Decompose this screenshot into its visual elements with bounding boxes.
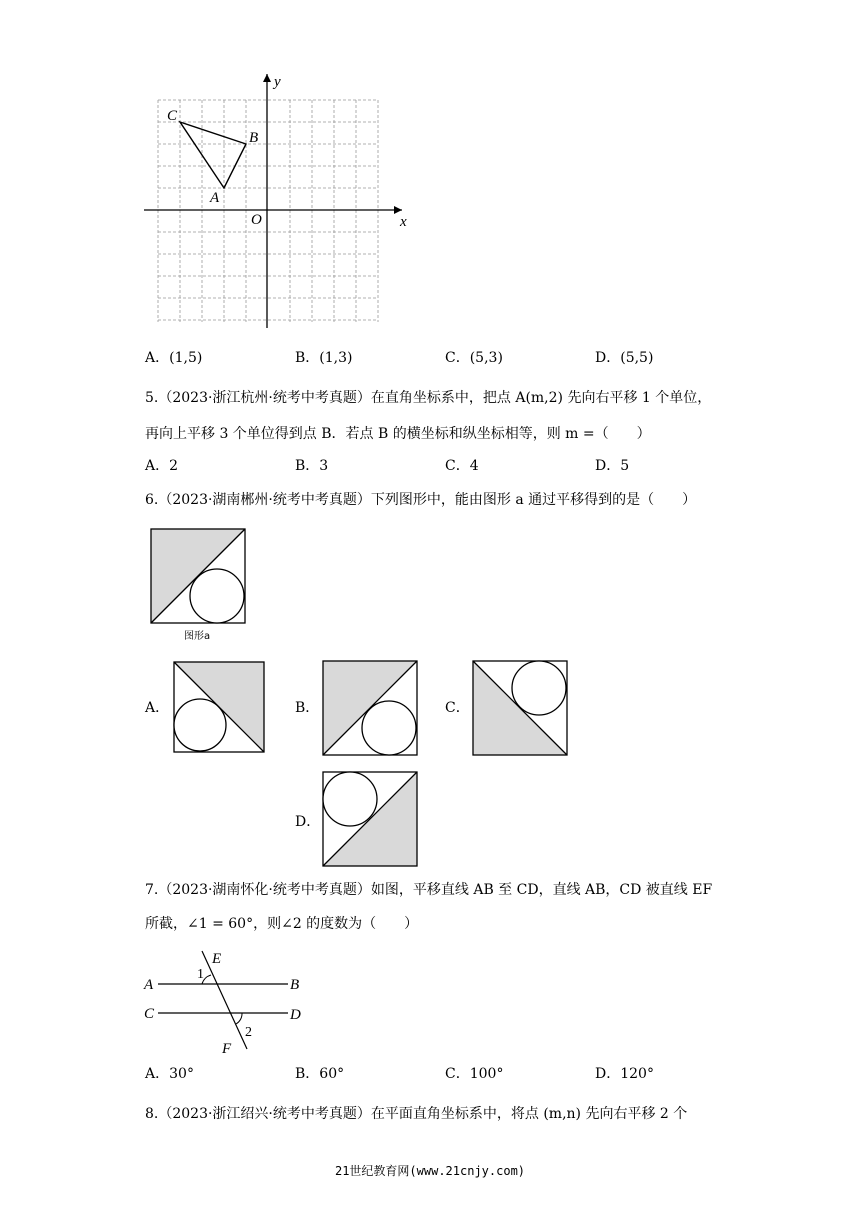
q6-option-b-figure[interactable] (322, 660, 418, 756)
q4-option-c[interactable] (445, 348, 503, 368)
option-value: 2 (169, 458, 179, 474)
angle-2-label: 2 (245, 1025, 252, 1040)
option-letter: D． (595, 458, 621, 474)
q8-stem-line1: 8.（2023·浙江绍兴·统考中考真题）在平面直角坐标系中，将点 (m,n) 先向右平移 2 个 (145, 1106, 688, 1122)
q5-option-c[interactable] (445, 456, 479, 476)
option-value: 3 (319, 458, 329, 474)
q6-option-b-label[interactable]: B． (295, 700, 320, 716)
triangle-abc (180, 122, 246, 188)
q7-option-c[interactable] (445, 1064, 503, 1084)
q6-option-c-label[interactable]: C． (445, 700, 470, 716)
q5-stem-line1: 5.（2023·浙江杭州·统考中考真题）在直角坐标系中，把点 A(m,2) 先向右平移 1 个单位， (145, 390, 712, 406)
option-value: (1,5) (169, 350, 203, 366)
point-a-label: A (210, 190, 220, 206)
q4-option-d[interactable] (595, 348, 653, 368)
y-axis-label: y (274, 74, 281, 90)
q7-stem-line2: 所截，∠1 = 60°，则∠2 的度数为（ ） (145, 916, 419, 932)
label-b: B (290, 977, 300, 993)
option-value: 30° (169, 1066, 194, 1082)
q6-stem-line1: 6.（2023·湖南郴州·统考中考真题）下列图形中，能由图形 a 通过平移得到的是（ ） (145, 492, 697, 508)
q6-option-c-figure[interactable] (472, 660, 568, 756)
option-letter: D． (595, 1066, 621, 1082)
angle-1-label: 1 (197, 967, 204, 982)
figure-a (150, 528, 246, 624)
label-f: F (222, 1041, 232, 1055)
option-value: 5 (620, 458, 630, 474)
option-value: 120° (620, 1066, 654, 1082)
option-letter: A． (145, 1066, 170, 1082)
q7-option-d[interactable] (595, 1064, 654, 1084)
option-letter: A． (145, 350, 170, 366)
q6-option-a-figure[interactable] (173, 661, 265, 753)
q7-option-a[interactable] (145, 1064, 194, 1084)
page-footer: 21世纪教育网(www.21cnjy.com) (334, 1164, 526, 1178)
q5-option-b[interactable] (295, 456, 328, 476)
option-value: (5,5) (620, 350, 654, 366)
option-value: (1,3) (319, 350, 353, 366)
point-b-label: B (249, 130, 259, 146)
label-a: A (144, 977, 154, 993)
origin-label: O (251, 212, 262, 228)
option-value: 4 (469, 458, 479, 474)
figure-a-caption: 图形a (184, 631, 211, 642)
option-letter: B． (295, 458, 320, 474)
option-letter: C． (445, 458, 470, 474)
option-value: 100° (469, 1066, 504, 1082)
q7-option-b[interactable] (295, 1064, 344, 1084)
label-e: E (212, 951, 222, 967)
option-letter: D． (595, 350, 621, 366)
q5-option-d[interactable] (595, 456, 629, 476)
option-letter: C． (445, 1066, 470, 1082)
q7-stem-line1: 7.（2023·湖南怀化·统考中考真题）如图，平移直线 AB 至 CD，直线 AB，CD 被直线 EF (145, 882, 713, 898)
q6-option-d-figure[interactable] (322, 771, 418, 867)
option-value: 60° (319, 1066, 345, 1082)
q4-option-b[interactable] (295, 348, 353, 368)
q5-stem-line2: 再向上平移 3 个单位得到点 B．若点 B 的横坐标和纵坐标相等，则 m =（ ） (145, 426, 651, 442)
option-letter: C． (445, 350, 470, 366)
q6-option-a-label[interactable]: A． (145, 700, 170, 716)
x-axis-label: x (400, 214, 407, 230)
q7-parallel-lines-figure (140, 945, 320, 1055)
label-c: C (144, 1006, 155, 1022)
option-letter: B． (295, 1066, 320, 1082)
q5-option-a[interactable] (145, 456, 178, 476)
option-letter: B． (295, 350, 320, 366)
q6-option-d-label[interactable]: D． (295, 814, 321, 830)
option-letter: A． (145, 458, 170, 474)
q4-option-a[interactable] (145, 348, 202, 368)
point-c-label: C (167, 108, 178, 124)
label-d: D (290, 1007, 301, 1023)
option-value: (5,3) (469, 350, 503, 366)
q4-coordinate-grid (140, 70, 420, 335)
